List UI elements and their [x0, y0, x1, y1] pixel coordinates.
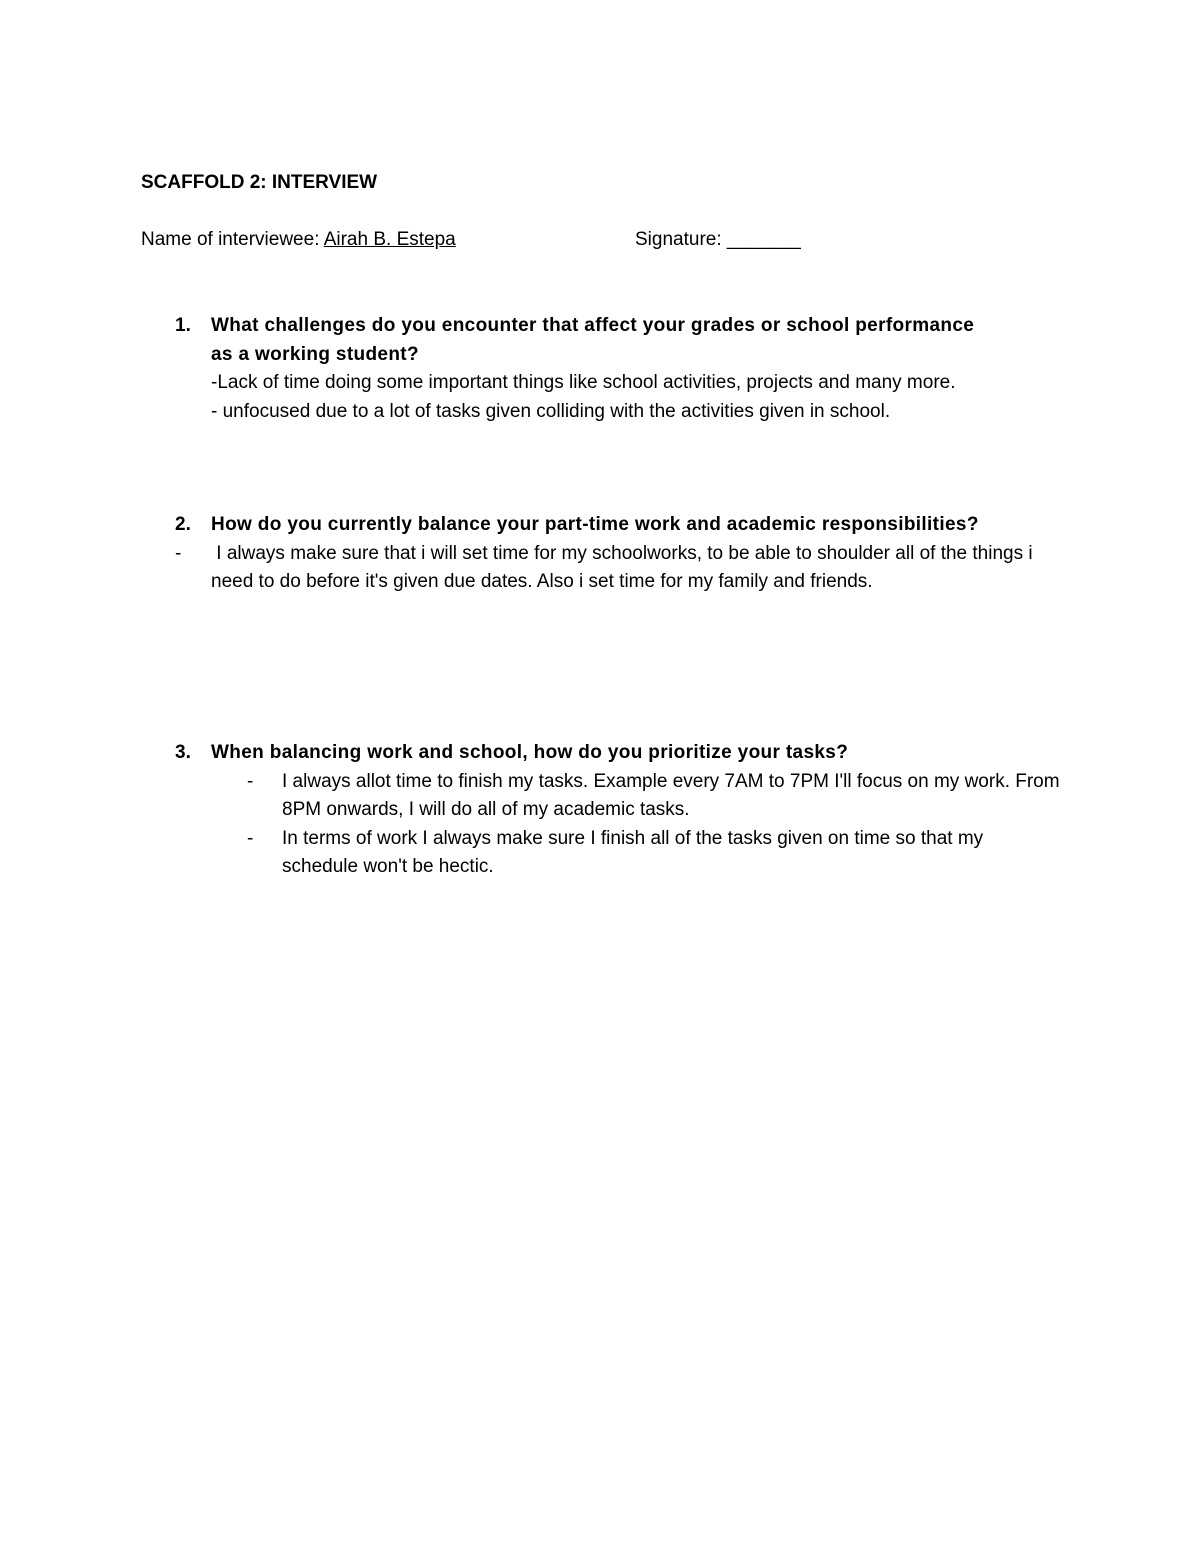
question-text: What challenges do you encounter that affect your grades or school performance: [211, 315, 975, 336]
answer-text: I always allot time to finish my tasks. Example every 7AM to 7PM I'll focus on my work. From 8PM onwards, I will do all of my academic tasks.: [282, 770, 1060, 820]
question-text: as a working student?: [211, 343, 419, 365]
dash-bullet: -: [175, 542, 182, 564]
interviewee-label: Name of interviewee:: [141, 229, 324, 250]
answer-item: [175, 540, 1075, 597]
question-text: How do you currently balance your part-time work and academic responsibilities?: [211, 514, 979, 535]
dash-bullet: -: [247, 827, 254, 849]
interviewee-field: [141, 226, 456, 255]
answer-text: I always make sure that i will set time for my schoolworks, to be able to shoulder all of the things i need to do before it's given due dates. Also i set time for my family and friends.: [211, 542, 1038, 592]
answer-text: In terms of work I always make sure I finish all of the tasks given on time so that my schedule won't be hectic.: [282, 827, 984, 877]
page-title: SCAFFOLD 2: INTERVIEW: [141, 172, 378, 193]
question-3: [175, 739, 1075, 882]
answer-line: -Lack of time doing some important things like school activities, projects and many more.: [211, 372, 956, 393]
signature-field: Signature: _______: [635, 229, 801, 250]
answer-list: [247, 768, 1075, 882]
question-1: [175, 312, 1075, 426]
interviewee-row: [141, 226, 1041, 256]
question-text: When balancing work and school, how do you prioritize your tasks?: [211, 742, 849, 763]
question-number: 2.: [175, 514, 191, 535]
question-number: 3.: [175, 742, 191, 763]
answer-item: [247, 825, 1075, 882]
interviewee-name: Airah B. Estepa: [323, 229, 456, 250]
question-number: 1.: [175, 315, 191, 336]
answer-item: [247, 768, 1075, 825]
dash-bullet: -: [247, 770, 254, 792]
answer-line: - unfocused due to a lot of tasks given colliding with the activities given in school.: [211, 400, 891, 422]
question-2: [175, 511, 1075, 597]
